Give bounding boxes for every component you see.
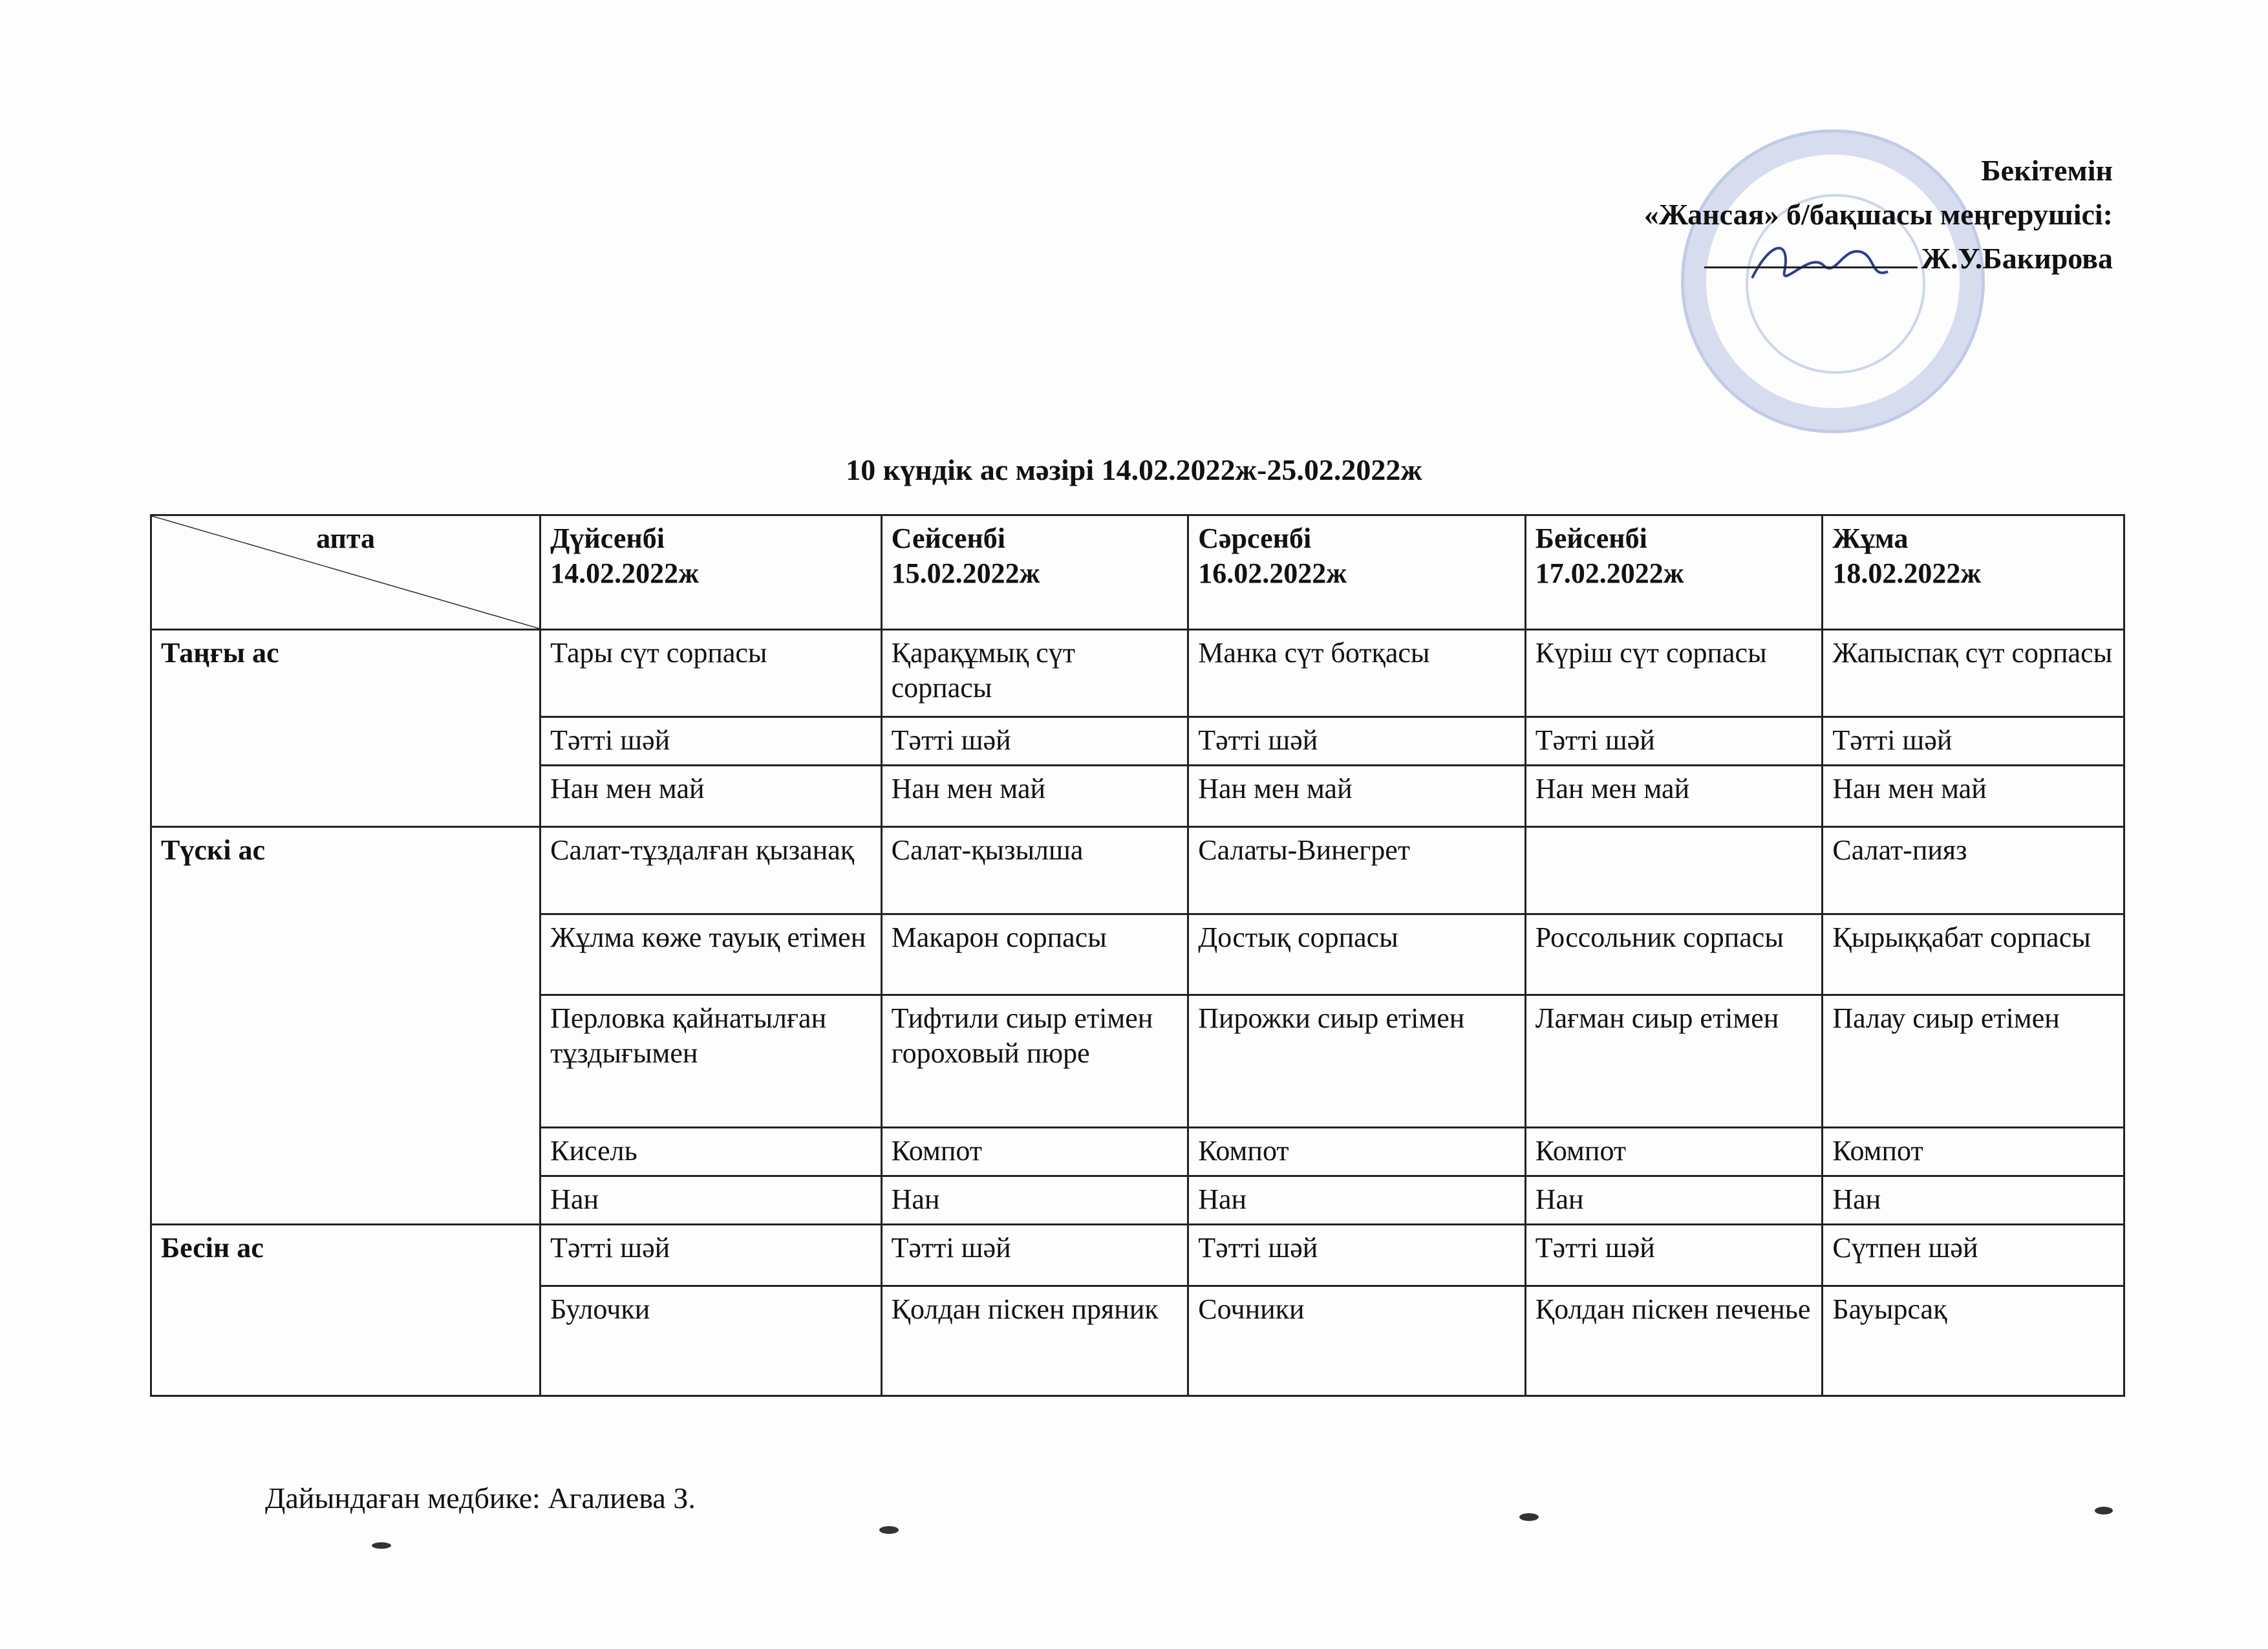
day-name: Дүйсенбі [550, 523, 665, 554]
menu-cell: Нан [1188, 1176, 1526, 1225]
menu-cell: Булочки [540, 1286, 882, 1396]
menu-cell: Кисель [540, 1128, 882, 1176]
menu-cell: Нан мен май [1823, 766, 2124, 827]
menu-cell: Сочники [1188, 1286, 1526, 1396]
meal-name: Түскі ас [151, 827, 540, 1225]
menu-cell: Россольник сорпасы [1525, 914, 1823, 995]
day-date: 16.02.2022ж [1198, 557, 1347, 589]
menu-cell: Лағман сиыр етімен [1525, 995, 1823, 1128]
menu-cell: Нан мен май [881, 766, 1188, 827]
menu-cell: Жұлма көже тауық етімен [540, 914, 882, 995]
menu-cell: Достық сорпасы [1188, 914, 1526, 995]
menu-cell: Қолдан піскен печенье [1525, 1286, 1823, 1396]
menu-cell: Күріш сүт сорпасы [1525, 630, 1823, 717]
menu-cell: Тәтті шәй [881, 1225, 1188, 1286]
day-date: 17.02.2022ж [1535, 557, 1684, 589]
scan-mark [879, 1526, 899, 1534]
menu-cell: Манка сүт ботқасы [1188, 630, 1526, 717]
menu-cell: Нан мен май [1188, 766, 1526, 827]
menu-cell: Салаты-Винегрет [1188, 827, 1526, 914]
day-header [881, 515, 1188, 630]
signature-line [1704, 241, 1918, 268]
corner-label: апта [316, 523, 376, 554]
approval-name: Ж.У.Бакирова [1921, 242, 2113, 275]
scan-mark [372, 1542, 391, 1549]
menu-cell: Перловка қайнатылған тұздығымен [540, 995, 882, 1128]
menu-cell: Макарон сорпасы [881, 914, 1188, 995]
day-date: 14.02.2022ж [550, 557, 700, 589]
menu-cell: Нан [881, 1176, 1188, 1225]
meal-name: Таңғы ас [151, 630, 540, 827]
day-name: Сейсенбі [891, 523, 1006, 554]
scan-mark [1519, 1513, 1539, 1521]
day-name: Жұма [1832, 523, 1909, 554]
menu-cell: Тифтили сиыр етімен гороховый пюре [881, 995, 1188, 1128]
menu-cell: Нан мен май [1525, 766, 1823, 827]
menu-cell: Палау сиыр етімен [1823, 995, 2124, 1128]
table-row [151, 1225, 2124, 1286]
prepared-by: Дайындаған медбике: Агалиева З. [265, 1482, 696, 1514]
day-date: 18.02.2022ж [1832, 557, 1982, 589]
menu-cell: Тәтті шәй [1823, 717, 2124, 766]
menu-cell: Тәтті шәй [881, 717, 1188, 766]
page-title: 10 күндік ас мәзірі 14.02.2022ж-25.02.2022ж [846, 453, 1422, 486]
menu-cell: Салат-пияз [1823, 827, 2124, 914]
scan-mark [2095, 1507, 2113, 1514]
menu-cell: Сүтпен шәй [1823, 1225, 2124, 1286]
menu-cell: Қырыққабат сорпасы [1823, 914, 2124, 995]
approval-heading: Бекітемін [1981, 154, 2113, 187]
menu-cell: Тәтті шәй [1188, 717, 1526, 766]
menu-cell: Компот [1823, 1128, 2124, 1176]
menu-cell: Қарақұмық сүт сорпасы [881, 630, 1188, 717]
menu-cell: Тәтті шәй [540, 1225, 882, 1286]
day-name: Сәрсенбі [1198, 523, 1312, 554]
day-header [1823, 515, 2124, 630]
corner-cell [151, 515, 540, 630]
menu-cell: Пирожки сиыр етімен [1188, 995, 1526, 1128]
table-row [151, 630, 2124, 717]
menu-cell: Нан [1823, 1176, 2124, 1225]
menu-cell: Тәтті шәй [1525, 1225, 1823, 1286]
approval-position: «Жансая» б/бақшасы меңгерушісі: [1643, 198, 2113, 231]
menu-cell: Компот [1525, 1128, 1823, 1176]
day-name: Бейсенбі [1535, 523, 1647, 554]
menu-cell: Тәтті шәй [1188, 1225, 1526, 1286]
menu-cell: Қолдан піскен пряник [881, 1286, 1188, 1396]
menu-cell: Жапыспақ сүт сорпасы [1823, 630, 2124, 717]
day-header [1188, 515, 1526, 630]
meal-name: Бесін ас [151, 1225, 540, 1396]
menu-cell: Тәтті шәй [540, 717, 882, 766]
menu-cell: Нан мен май [540, 766, 882, 827]
menu-cell: Компот [881, 1128, 1188, 1176]
menu-cell: Салат-тұздалған қызанақ [540, 827, 882, 914]
header-row [151, 515, 2124, 630]
day-date: 15.02.2022ж [891, 557, 1040, 589]
approval-block [1208, 149, 2113, 281]
menu-table [150, 514, 2125, 1397]
menu-cell: Тәтті шәй [1525, 717, 1823, 766]
menu-cell: Компот [1188, 1128, 1526, 1176]
menu-cell: Тары сүт сорпасы [540, 630, 882, 717]
day-header [540, 515, 882, 630]
menu-cell: Салат-қызылша [881, 827, 1188, 914]
menu-cell: Нан [540, 1176, 882, 1225]
day-header [1525, 515, 1823, 630]
menu-cell: Нан [1525, 1176, 1823, 1225]
menu-cell: Бауырсақ [1823, 1286, 2124, 1396]
table-row [151, 827, 2124, 914]
menu-cell [1525, 827, 1823, 914]
